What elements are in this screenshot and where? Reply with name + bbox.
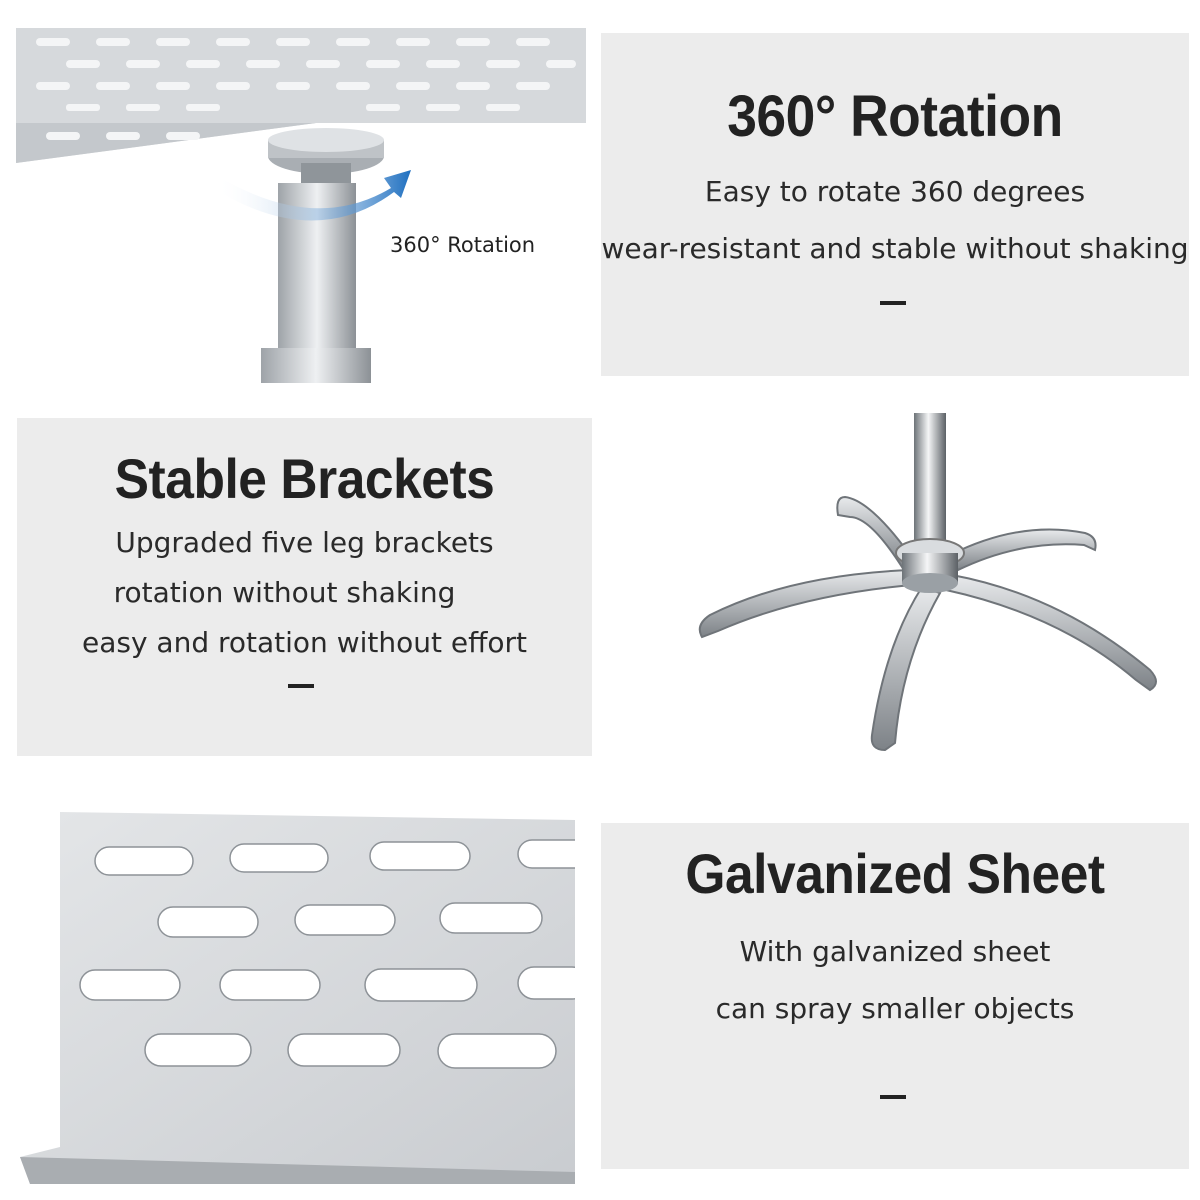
brackets-panel	[17, 418, 592, 756]
brackets-photo	[640, 405, 1200, 765]
five-leg-base-art	[640, 405, 1200, 765]
brackets-heading: Stable Brackets	[114, 447, 495, 510]
brackets-line-3: easy and rotation without effort	[81, 626, 528, 659]
rotation-heading: 360° Rotation	[727, 84, 1063, 149]
rotation-photo	[16, 28, 586, 383]
sheet-line-1: With galvanized sheet	[739, 935, 1051, 968]
rotation-photo-art	[16, 28, 586, 383]
photo-caption-rotation: 360° Rotation	[390, 233, 536, 257]
brackets-line-2: rotation without shaking	[113, 576, 456, 609]
brackets-dash	[288, 684, 314, 688]
rotation-line-2: wear-resistant and stable without shaking	[601, 232, 1189, 265]
sheet-panel	[601, 823, 1189, 1169]
rotation-panel	[601, 33, 1189, 376]
sheet-heading: Galvanized Sheet	[685, 842, 1105, 905]
rotation-line-1: Easy to rotate 360 degrees	[704, 175, 1086, 208]
rotation-dash	[880, 301, 906, 305]
sheet-dash	[880, 1095, 906, 1099]
sheet-photo	[20, 812, 575, 1184]
brackets-line-1: Upgraded five leg brackets	[115, 526, 494, 559]
galvanized-sheet-art	[20, 812, 575, 1184]
sheet-line-2: can spray smaller objects	[715, 992, 1075, 1025]
